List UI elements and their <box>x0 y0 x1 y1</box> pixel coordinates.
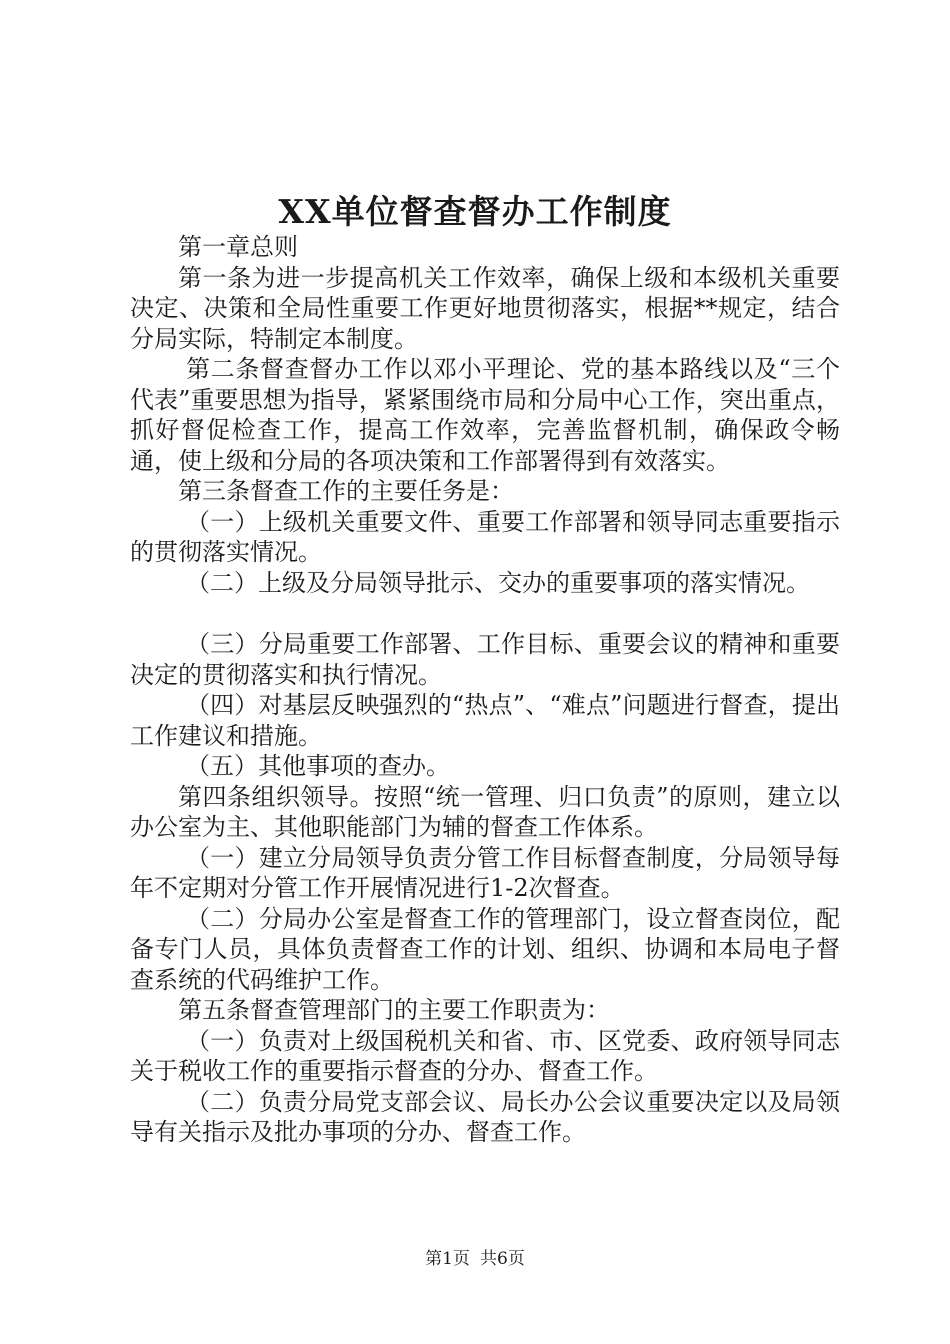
article-3-item-5: （五）其他事项的查办。 <box>186 752 450 780</box>
article-4: 第四条组织领导。按照“统一管理、归口负责”的原则，建立以办公室为主、其他职能部门为辅的督查工作体系。 <box>130 782 840 841</box>
chapter-heading: 第一章总则 <box>178 233 298 261</box>
article-3-item-3: （三）分局重要工作部署、工作目标、重要会议的精神和重要决定的贯彻落实和执行情况。 <box>130 630 840 689</box>
article-5: 第五条督查管理部门的主要工作职责为： <box>178 996 610 1024</box>
article-3: 第三条督查工作的主要任务是： <box>178 477 514 505</box>
article-3-item-1: （一）上级机关重要文件、重要工作部署和领导同志重要指示的贯彻落实情况。 <box>130 507 840 566</box>
article-1: 第一条为进一步提高机关工作效率，确保上级和本级机关重要决定、决策和全局性重要工作更好地贯彻落实，根据**规定，结合分局实际，特制定本制度。 <box>130 263 840 353</box>
page-number: 第1页 <box>425 1249 470 1269</box>
document-body <box>130 232 840 1148</box>
article-3-item-4: （四）对基层反映强烈的“热点”、“难点”问题进行督查，提出工作建议和措施。 <box>130 691 840 750</box>
document-title: XX单位督查督办工作制度 <box>278 192 672 231</box>
article-4-item-2: （二）分局办公室是督查工作的管理部门，设立督查岗位，配备专门人员，具体负责督查工作的计划、组织、协调和本局电子督查系统的代码维护工作。 <box>130 904 840 994</box>
article-2: 第二条督查督办工作以邓小平理论、党的基本路线以及“三个代表”重要思想为指导，紧紧围绕市局和分局中心工作，突出重点，抓好督促检查工作，提高工作效率，完善监督机制，确保政令畅通，使上级和分局的各项决策和工作部署得到有效落实。 <box>130 355 840 475</box>
page-total: 共6页 <box>480 1249 525 1269</box>
article-3-item-2: （二）上级及分局领导批示、交办的重要事项的落实情况。 <box>186 568 810 597</box>
article-5-item-2: （二）负责分局党支部会议、局长办公会议重要决定以及局领导有关指示及批办事项的分办、督查工作。 <box>130 1087 840 1146</box>
article-4-item-1: （一）建立分局领导负责分管工作目标督查制度，分局领导每年不定期对分管工作开展情况进行1-2次督查。 <box>130 843 840 902</box>
article-5-item-1: （一）负责对上级国税机关和省、市、区党委、政府领导同志关于税收工作的重要指示督查的分办、督查工作。 <box>130 1026 840 1085</box>
page-footer <box>0 1244 950 1269</box>
